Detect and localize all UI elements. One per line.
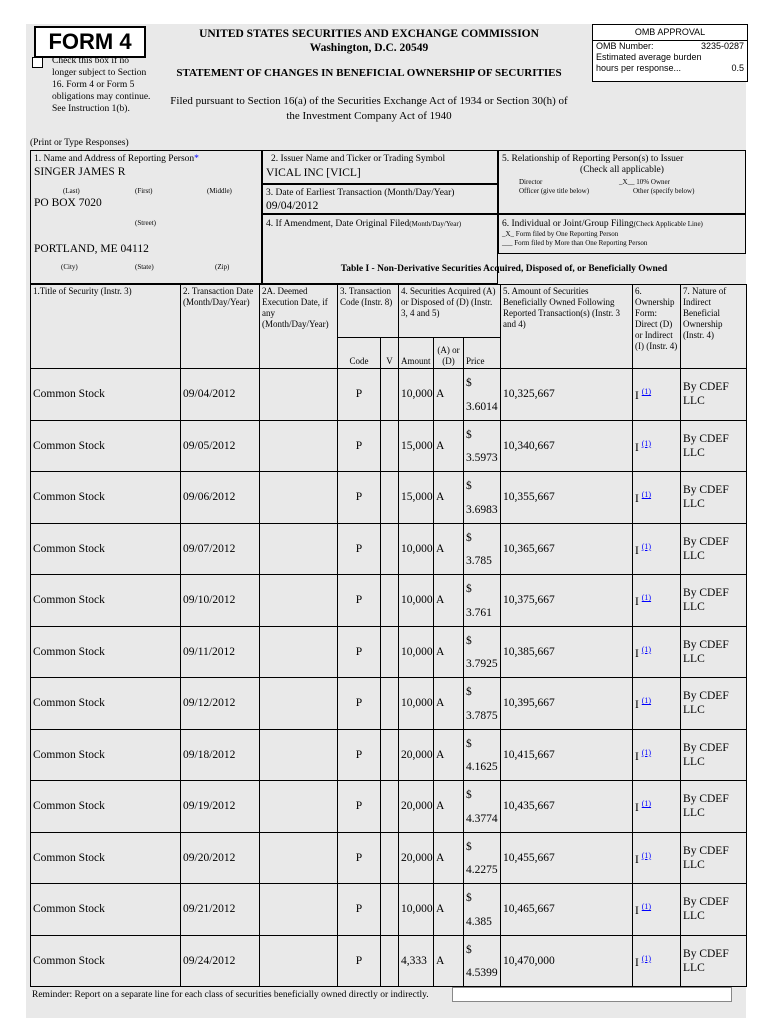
form-page <box>26 24 746 1018</box>
filing-more: ___ Form filed by More than One Reporting Person <box>502 239 648 247</box>
transaction-code: P <box>338 420 381 472</box>
deemed-date <box>260 935 338 987</box>
ownership-form <box>633 781 681 833</box>
footnote-link[interactable]: (1) <box>641 490 652 500</box>
agency-header <box>144 27 594 55</box>
transaction-code: P <box>338 729 381 781</box>
amendment-label-text: 4. If Amendment, Date Original Filed <box>266 219 410 229</box>
deemed-date <box>260 884 338 936</box>
filing-label-small: (Check Applicable Line) <box>633 220 703 228</box>
first-label: (First) <box>135 187 153 195</box>
ownership-form-value: I <box>635 647 639 660</box>
v-cell <box>381 781 399 833</box>
ownership-form <box>633 575 681 627</box>
nature-of-ownership: By CDEF LLC <box>681 420 747 472</box>
security-title: Common Stock <box>31 729 181 781</box>
col-securities-header: 4. Securities Acquired (A) or Disposed of (D) (Instr. 3, 4 and 5) <box>399 285 501 338</box>
city-label: (City) <box>61 263 78 271</box>
security-title: Common Stock <box>31 781 181 833</box>
omb-number-row <box>593 41 747 52</box>
table-row <box>31 729 747 781</box>
omb-title: OMB APPROVAL <box>593 25 747 41</box>
section16-checkbox[interactable] <box>32 57 43 68</box>
relationship-box <box>498 150 746 214</box>
ownership-form-value: I <box>635 493 639 506</box>
nature-of-ownership: By CDEF LLC <box>681 575 747 627</box>
nature-of-ownership: By CDEF LLC <box>681 678 747 730</box>
price-cell <box>464 884 501 936</box>
amount: 20,000 <box>399 781 434 833</box>
amount-owned: 10,470,000 <box>501 935 633 987</box>
table-row <box>31 678 747 730</box>
city-state-zip: PORTLAND, ME 04112 <box>34 243 149 255</box>
a-or-d: A <box>434 781 464 833</box>
amount: 10,000 <box>399 523 434 575</box>
price-cell <box>464 729 501 781</box>
amount-owned: 10,385,667 <box>501 626 633 678</box>
price-cell <box>464 626 501 678</box>
checkbox-text: Check this box if no longer subject to Section 16. Form 4 or Form 5 obligations may continue. See Instruction 1(b). <box>52 56 151 114</box>
sub-price: Price <box>464 338 501 369</box>
owner-option: _X__ 10% Owner <box>619 178 670 186</box>
table-header-row <box>31 285 747 338</box>
table-row <box>31 420 747 472</box>
price-dollar: $ <box>466 789 472 801</box>
table-row <box>31 832 747 884</box>
col-code-header: 3. Transaction Code (Instr. 8) <box>338 285 399 338</box>
state-label: (State) <box>135 263 154 271</box>
sub-code: Code <box>338 338 381 369</box>
price-dollar: $ <box>466 583 472 595</box>
omb-hours-value: 0.5 <box>731 63 744 73</box>
omb-number-value: 3235-0287 <box>700 41 744 51</box>
earliest-value: 09/04/2012 <box>266 200 319 212</box>
amount-owned: 10,375,667 <box>501 575 633 627</box>
omb-approval-box <box>592 24 748 82</box>
amount: 4,333 <box>399 935 434 987</box>
a-or-d: A <box>434 678 464 730</box>
v-cell <box>381 626 399 678</box>
transaction-code: P <box>338 832 381 884</box>
price-dollar: $ <box>466 892 472 904</box>
amount-owned: 10,415,667 <box>501 729 633 781</box>
deemed-date <box>260 369 338 421</box>
transaction-date: 09/06/2012 <box>181 472 260 524</box>
price-dollar: $ <box>466 840 472 853</box>
statement-title: STATEMENT OF CHANGES IN BENEFICIAL OWNERSHIP OF SECURITIES <box>176 67 562 79</box>
ownership-form-value: I <box>635 544 639 557</box>
ownership-form <box>633 626 681 678</box>
relationship-sub: (Check all applicable) <box>580 165 664 175</box>
price-value: 3.7875 <box>466 709 498 722</box>
ownership-form <box>633 884 681 936</box>
other-option: Other (specify below) <box>633 187 695 195</box>
nature-of-ownership: By CDEF LLC <box>681 781 747 833</box>
street-value: PO BOX 7020 <box>34 197 102 209</box>
v-cell <box>381 575 399 627</box>
price-value: 3.761 <box>466 606 492 619</box>
ownership-form <box>633 420 681 472</box>
nature-of-ownership: By CDEF LLC <box>681 626 747 678</box>
security-title: Common Stock <box>31 832 181 884</box>
price-cell <box>464 575 501 627</box>
transaction-date: 09/10/2012 <box>181 575 260 627</box>
price-value: 3.7925 <box>466 658 498 670</box>
ownership-form <box>633 472 681 524</box>
ownership-form <box>633 678 681 730</box>
transaction-code: P <box>338 626 381 678</box>
reporting-person-name: SINGER JAMES R <box>34 166 126 178</box>
ownership-form-value: I <box>635 699 639 712</box>
security-title: Common Stock <box>31 884 181 936</box>
v-cell <box>381 369 399 421</box>
filing-box <box>498 214 746 254</box>
price-value: 4.5399 <box>466 967 498 979</box>
officer-option: Officer (give title below) <box>519 187 590 195</box>
v-cell <box>381 935 399 987</box>
transaction-code: P <box>338 575 381 627</box>
reminder-input[interactable] <box>452 987 732 1002</box>
a-or-d: A <box>434 575 464 627</box>
security-title: Common Stock <box>31 678 181 730</box>
amount: 20,000 <box>399 832 434 884</box>
table-row <box>31 523 747 575</box>
security-title: Common Stock <box>31 420 181 472</box>
issuer-value: VICAL INC [VICL] <box>266 167 361 179</box>
footnote-link[interactable]: (1) <box>641 902 652 912</box>
footnote-link[interactable]: (1) <box>641 438 652 448</box>
transaction-code: P <box>338 678 381 730</box>
table-row <box>31 575 747 627</box>
non-derivative-table <box>30 284 747 987</box>
transaction-date: 09/04/2012 <box>181 369 260 421</box>
footnote-link[interactable]: (1) <box>641 696 652 706</box>
deemed-date <box>260 420 338 472</box>
reporting-person-label <box>34 154 199 165</box>
transaction-date: 09/07/2012 <box>181 523 260 575</box>
deemed-date <box>260 575 338 627</box>
issuer-label: 2. Issuer Name and Ticker or Trading Symbol <box>271 154 446 164</box>
street-label: (Street) <box>135 219 156 227</box>
transaction-code: P <box>338 935 381 987</box>
a-or-d: A <box>434 884 464 936</box>
amount-owned: 10,395,667 <box>501 678 633 730</box>
price-dollar: $ <box>466 686 472 698</box>
rp-asterisk: * <box>194 154 199 164</box>
ownership-form-value: I <box>635 802 639 815</box>
amount-owned: 10,465,667 <box>501 884 633 936</box>
ownership-form-value: I <box>635 750 639 763</box>
a-or-d: A <box>434 472 464 524</box>
table-row <box>31 935 747 987</box>
col-date-header: 2. Transaction Date (Month/Day/Year) <box>181 285 260 369</box>
ownership-form-value: I <box>635 596 639 609</box>
table-title: Table I - Non-Derivative Securities Acquired, Disposed of, or Beneficially Owned <box>340 264 668 274</box>
security-title: Common Stock <box>31 369 181 421</box>
v-cell <box>381 678 399 730</box>
price-dollar: $ <box>466 428 472 441</box>
issuer-box <box>262 150 498 184</box>
form-title: FORM 4 <box>34 26 146 58</box>
v-cell <box>381 472 399 524</box>
nature-of-ownership: By CDEF LLC <box>681 472 747 524</box>
amount: 15,000 <box>399 472 434 524</box>
price-dollar: $ <box>466 943 472 956</box>
transaction-code: P <box>338 472 381 524</box>
price-value: 3.6983 <box>466 503 498 516</box>
footnote-link[interactable]: (1) <box>641 747 652 757</box>
omb-number-label: OMB Number: <box>596 41 654 51</box>
ownership-form <box>633 523 681 575</box>
transaction-date: 09/05/2012 <box>181 420 260 472</box>
transaction-date: 09/11/2012 <box>181 626 260 678</box>
col-amount-owned-header: 5. Amount of Securities Beneficially Owned Following Reported Transaction(s) (Instr. 3 and 4) <box>501 285 633 369</box>
v-cell <box>381 729 399 781</box>
deemed-date <box>260 472 338 524</box>
price-dollar: $ <box>466 531 472 544</box>
amount-owned: 10,325,667 <box>501 369 633 421</box>
price-dollar: $ <box>466 634 472 647</box>
nature-of-ownership: By CDEF LLC <box>681 832 747 884</box>
transaction-code: P <box>338 523 381 575</box>
sub-amount: Amount <box>399 338 434 369</box>
amount-owned: 10,340,667 <box>501 420 633 472</box>
sub-a-or-d: (A) or (D) <box>434 338 464 369</box>
nature-of-ownership: By CDEF LLC <box>681 935 747 987</box>
price-cell <box>464 832 501 884</box>
price-cell <box>464 523 501 575</box>
amount-owned: 10,355,667 <box>501 472 633 524</box>
price-cell <box>464 369 501 421</box>
amount: 10,000 <box>399 369 434 421</box>
transaction-date: 09/12/2012 <box>181 678 260 730</box>
amount: 10,000 <box>399 626 434 678</box>
footnote-link[interactable]: (1) <box>641 850 652 860</box>
agency-city: Washington, D.C. 20549 <box>309 42 429 54</box>
col-deemed-header: 2A. Deemed Execution Date, if any (Month/Day/Year) <box>260 285 338 369</box>
amount-owned: 10,455,667 <box>501 832 633 884</box>
amount: 10,000 <box>399 884 434 936</box>
a-or-d: A <box>434 832 464 884</box>
footnote-link[interactable]: (1) <box>641 799 652 809</box>
security-title: Common Stock <box>31 626 181 678</box>
footnote-link[interactable]: (1) <box>641 593 652 603</box>
a-or-d: A <box>434 935 464 987</box>
filing-label-text: 6. Individual or Joint/Group Filing <box>502 219 634 229</box>
col-ownership-form-header: 6. Ownership Form: Direct (D) or Indirect (I) (Instr. 4) <box>633 285 681 369</box>
ownership-form <box>633 369 681 421</box>
relationship-label: 5. Relationship of Reporting Person(s) to Issuer <box>502 154 684 164</box>
amount: 10,000 <box>399 575 434 627</box>
deemed-date <box>260 523 338 575</box>
nature-of-ownership: By CDEF LLC <box>681 884 747 936</box>
transaction-code: P <box>338 369 381 421</box>
col-title-header: 1.Title of Security (Instr. 3) <box>31 285 181 369</box>
price-value: 3.6014 <box>466 400 498 413</box>
amount: 15,000 <box>399 420 434 472</box>
amount-owned: 10,435,667 <box>501 781 633 833</box>
ownership-form-value: I <box>635 390 639 403</box>
deemed-date <box>260 781 338 833</box>
earliest-box <box>262 184 498 214</box>
ownership-form <box>633 832 681 884</box>
security-title: Common Stock <box>31 523 181 575</box>
ownership-form <box>633 729 681 781</box>
transaction-date: 09/20/2012 <box>181 832 260 884</box>
price-dollar: $ <box>466 480 472 492</box>
v-cell <box>381 420 399 472</box>
a-or-d: A <box>434 369 464 421</box>
nature-of-ownership: By CDEF LLC <box>681 729 747 781</box>
filed-pursuant <box>144 94 594 124</box>
last-label: (Last) <box>63 187 80 195</box>
price-value: 4.2275 <box>466 864 498 876</box>
transaction-date: 09/19/2012 <box>181 781 260 833</box>
price-cell <box>464 781 501 833</box>
table-row <box>31 472 747 524</box>
price-cell <box>464 678 501 730</box>
security-title: Common Stock <box>31 575 181 627</box>
amount: 20,000 <box>399 729 434 781</box>
director-option: Director <box>519 178 543 186</box>
transaction-code: P <box>338 781 381 833</box>
rp-label-text: 1. Name and Address of Reporting Person <box>34 154 195 164</box>
price-value: 4.3774 <box>466 812 498 825</box>
filed-line2: the Investment Company Act of 1940 <box>286 110 452 122</box>
table-row <box>31 369 747 421</box>
security-title: Common Stock <box>31 472 181 524</box>
nature-of-ownership: By CDEF LLC <box>681 369 747 421</box>
ownership-form <box>633 935 681 987</box>
zip-label: (Zip) <box>215 263 230 271</box>
reporting-person-box <box>30 150 262 284</box>
price-value: 4.1625 <box>466 761 498 773</box>
price-dollar: $ <box>466 737 472 750</box>
table-row <box>31 884 747 936</box>
price-value: 4.385 <box>466 915 492 928</box>
filed-line1: Filed pursuant to Section 16(a) of the Securities Exchange Act of 1934 or Section 30(h) of <box>170 95 568 107</box>
amendment-label-small: (Month/Day/Year) <box>409 220 462 228</box>
price-cell <box>464 472 501 524</box>
omb-hours-label: hours per response... <box>596 63 682 73</box>
ownership-form-value: I <box>635 905 639 918</box>
transaction-date: 09/21/2012 <box>181 884 260 936</box>
ownership-form-value: I <box>635 853 639 866</box>
omb-hours-row <box>593 63 747 74</box>
transaction-code: P <box>338 884 381 936</box>
amendment-label <box>266 219 461 230</box>
nature-of-ownership: By CDEF LLC <box>681 523 747 575</box>
a-or-d: A <box>434 729 464 781</box>
omb-burden: Estimated average burden <box>596 52 702 62</box>
footnote-link[interactable]: (1) <box>641 644 652 654</box>
transaction-date: 09/18/2012 <box>181 729 260 781</box>
deemed-date <box>260 626 338 678</box>
footnote-link[interactable]: (1) <box>641 541 652 551</box>
deemed-date <box>260 832 338 884</box>
filing-label <box>502 219 703 230</box>
a-or-d: A <box>434 420 464 472</box>
v-cell <box>381 884 399 936</box>
price-value: 3.5973 <box>466 452 498 464</box>
security-title: Common Stock <box>31 935 181 987</box>
filing-one: _X_ Form filed by One Reporting Person <box>502 230 619 238</box>
amount-owned: 10,365,667 <box>501 523 633 575</box>
footnote-link[interactable]: (1) <box>641 953 652 963</box>
v-cell <box>381 832 399 884</box>
omb-burden-row <box>593 52 747 63</box>
table-row <box>31 781 747 833</box>
price-cell <box>464 935 501 987</box>
ownership-form-value: I <box>635 441 639 454</box>
earliest-label: 3. Date of Earliest Transaction (Month/Day/Year) <box>266 188 455 198</box>
v-cell <box>381 523 399 575</box>
col-nature-header: 7. Nature of Indirect Beneficial Ownership (Instr. 4) <box>681 285 747 369</box>
print-type-note: (Print or Type Responses) <box>30 138 129 148</box>
middle-label: (Middle) <box>207 187 232 195</box>
price-dollar: $ <box>466 377 472 389</box>
table-row <box>31 626 747 678</box>
reminder-text: Reminder: Report on a separate line for each class of securities beneficially owned directly or indirectly. <box>32 990 429 1000</box>
deemed-date <box>260 678 338 730</box>
sub-v: V <box>381 338 399 369</box>
price-value: 3.785 <box>466 555 492 567</box>
ownership-form-value: I <box>635 956 639 969</box>
deemed-date <box>260 729 338 781</box>
transaction-date: 09/24/2012 <box>181 935 260 987</box>
amount: 10,000 <box>399 678 434 730</box>
a-or-d: A <box>434 626 464 678</box>
footnote-link[interactable]: (1) <box>641 387 652 397</box>
agency-name: UNITED STATES SECURITIES AND EXCHANGE COMMISSION <box>199 28 539 40</box>
a-or-d: A <box>434 523 464 575</box>
price-cell <box>464 420 501 472</box>
